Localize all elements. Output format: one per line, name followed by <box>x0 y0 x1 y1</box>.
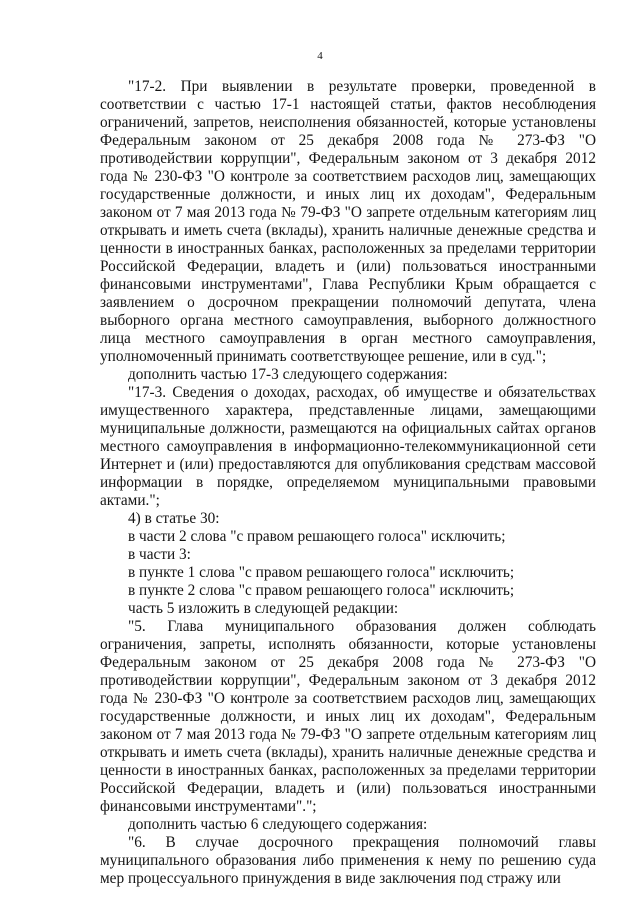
paragraph-part-6: "6. В случае досрочного прекращения полномочий главы муниципального образования либо применения к нему по решению суда мер процессуального принуждения в виде заключения под стражу или <box>100 834 596 887</box>
paragraph-article-30: 4) в статье 30: <box>128 510 220 527</box>
paragraph-add-17-3: дополнить частью 17-3 следующего содержания: <box>128 366 448 383</box>
paragraph-add-part-6: дополнить частью 6 следующего содержания: <box>128 816 428 833</box>
paragraph-17-3: "17-3. Сведения о доходах, расходах, об имуществе и обязательствах имущественного характера, представленные лицами, замещающими муниципальные должности, размещаются на официальных сайтах органов местного самоуправления в информационно-телекоммуникационной сети Интернет и (или) предоставляются для опубликования средствам массовой информации в порядке, определяемом муниципальными правовыми актами."; <box>100 384 596 509</box>
paragraph-part-2: в части 2 слова "с правом решающего голоса" исключить; <box>128 528 506 545</box>
page-number: 4 <box>317 50 323 62</box>
paragraph-part-5-intro: часть 5 изложить в следующей редакции: <box>128 600 399 617</box>
paragraph-17-2: "17-2. При выявлении в результате проверки, проведенной в соответствии с частью 17-1 настоящей статьи, фактов несоблюдения ограничений, запретов, неисполнения обязанностей, которые установлены Федеральным законом от 25 декабря 2008 года № 273-ФЗ "О противодействии коррупции", Федеральным законом от 3 декабря 2012 года № 230-ФЗ "О контроле за соответствием расходов лиц, замещающих государственные должности, и иных лиц их доходам", Федеральным законом от 7 мая 2013 года № 79-ФЗ "О запрете отдельным категориям лиц открывать и иметь счета (вклады), хранить наличные денежные средства и ценности в иностранных банках, расположенных за пределами территории Российской Федерации, владеть и (или) пользоваться иностранными финансовыми инструментами", Глава Республики Крым обращается с заявлением о досрочном прекращении полномочий депутата, члена выборного органа местного самоуправления, выборного должностного лица местного самоуправления в орган местного самоуправления, уполномоченный принимать соответствующее решение, или в суд."; <box>100 78 596 365</box>
document-body <box>100 78 596 888</box>
paragraph-part-5: "5. Глава муниципального образования должен соблюдать ограничения, запреты, исполнять обязанности, которые установлены Федеральным законом от 25 декабря 2008 года № 273-ФЗ "О противодействии коррупции", Федеральным законом от 3 декабря 2012 года № 230-ФЗ "О контроле за соответствием расходов лиц, замещающих государственные должности, и иных лиц их доходам", Федеральным законом от 7 мая 2013 года № 79-ФЗ "О запрете отдельным категориям лиц открывать и иметь счета (вклады), хранить наличные денежные средства и ценности в иностранных банках, расположенных за пределами территории Российской Федерации, владеть и (или) пользоваться иностранными финансовыми инструментами"."; <box>100 618 596 815</box>
paragraph-item-2: в пункте 2 слова "с правом решающего голоса" исключить; <box>128 582 515 599</box>
paragraph-part-3: в части 3: <box>128 546 191 563</box>
paragraph-item-1: в пункте 1 слова "с правом решающего голоса" исключить; <box>128 564 515 581</box>
